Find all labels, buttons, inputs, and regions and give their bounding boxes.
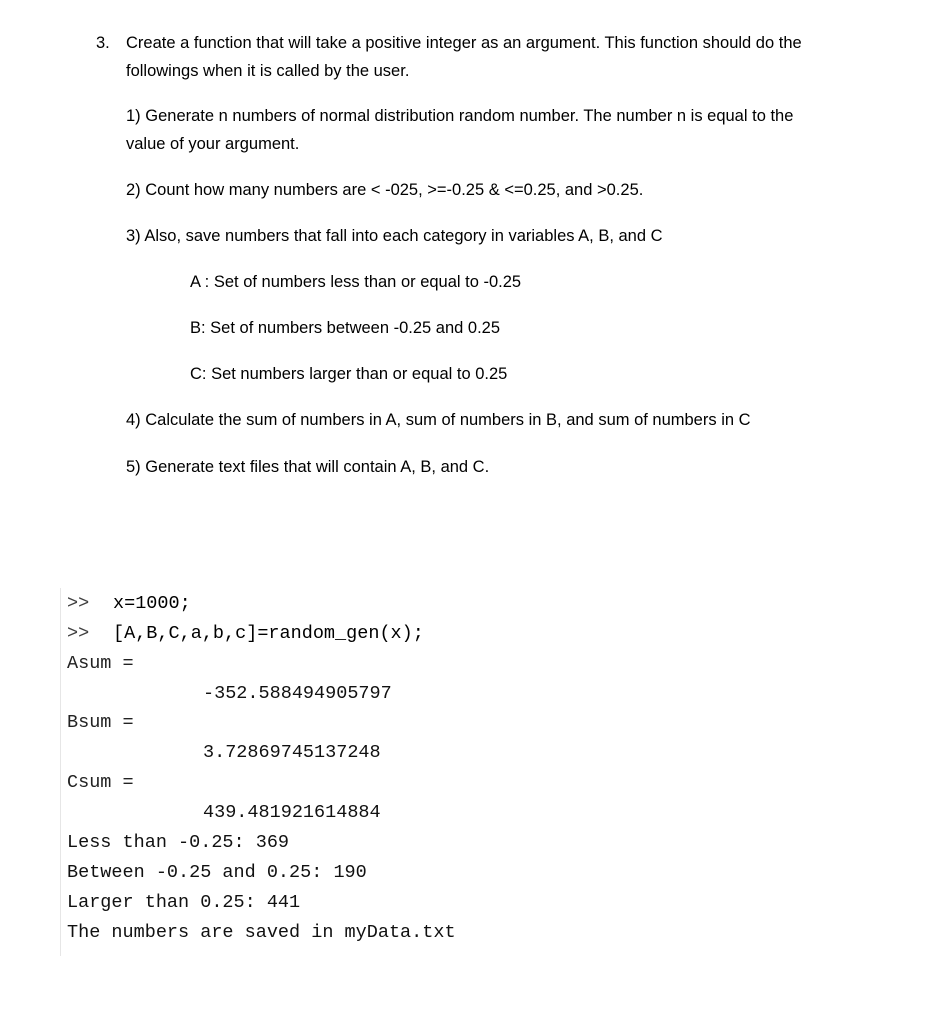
console-output bbox=[60, 588, 561, 956]
step-2: 2) Count how many numbers are < -025, >=-0.25 & <=0.25, and >0.25. bbox=[126, 181, 644, 199]
question-number: 3. bbox=[96, 34, 110, 52]
output-line-3: Larger than 0.25: 441 bbox=[67, 892, 301, 913]
bsum-value: 3.72869745137248 bbox=[203, 742, 381, 763]
sub-item-c: C: Set numbers larger than or equal to 0.25 bbox=[190, 365, 508, 383]
question-text-line-1: Create a function that will take a positive integer as an argument. This function should do the bbox=[126, 34, 802, 52]
prompt-2: >> bbox=[67, 623, 90, 644]
output-line-2: Between -0.25 and 0.25: 190 bbox=[67, 862, 367, 883]
asum-label: Asum = bbox=[67, 653, 134, 674]
prompt-1: >> bbox=[67, 593, 90, 614]
csum-value: 439.481921614884 bbox=[203, 802, 381, 823]
command-2: [A,B,C,a,b,c]=random_gen(x); bbox=[113, 623, 424, 644]
sub-item-a: A : Set of numbers less than or equal to -0.25 bbox=[190, 273, 522, 291]
step-4: 4) Calculate the sum of numbers in A, sum of numbers in B, and sum of numbers in C bbox=[126, 411, 751, 429]
step-5: 5) Generate text files that will contain A, B, and C. bbox=[126, 458, 490, 476]
output-line-4: The numbers are saved in myData.txt bbox=[67, 922, 456, 943]
asum-value: -352.588494905797 bbox=[203, 683, 392, 704]
step-3: 3) Also, save numbers that fall into each category in variables A, B, and C bbox=[126, 227, 663, 245]
output-line-1: Less than -0.25: 369 bbox=[67, 832, 290, 853]
command-1: x=1000; bbox=[113, 593, 191, 614]
step-1-line-2: value of your argument. bbox=[126, 135, 300, 153]
bsum-label: Bsum = bbox=[67, 712, 134, 733]
step-1-line-1: 1) Generate n numbers of normal distribution random number. The number n is equal to the bbox=[126, 107, 794, 125]
sub-item-b: B: Set of numbers between -0.25 and 0.25 bbox=[190, 319, 501, 337]
csum-label: Csum = bbox=[67, 772, 134, 793]
question-text-line-2: followings when it is called by the user. bbox=[126, 62, 410, 80]
